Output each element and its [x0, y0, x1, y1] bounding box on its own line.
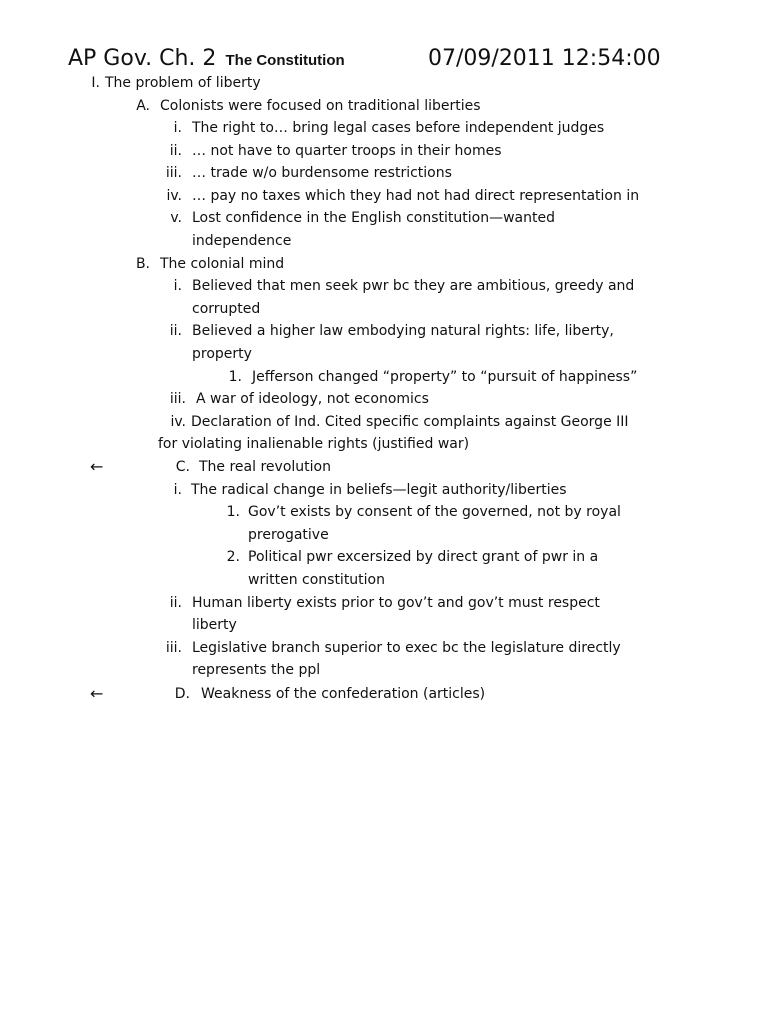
timestamp: 07/09/2011 12:54:00	[428, 46, 661, 71]
outline-text: liberty	[192, 617, 237, 633]
margin-arrow-icon: ←	[90, 457, 104, 476]
outline-text: Lost confidence in the English constitution—wanted	[192, 210, 555, 226]
outline-marker: ii.	[169, 143, 182, 159]
outline-text: Colonists were focused on traditional liberties	[160, 98, 481, 114]
outline-marker: 1.	[226, 504, 240, 520]
outline-text: The right to… bring legal cases before independent judges	[192, 120, 605, 136]
outline-marker: iii.	[169, 391, 186, 407]
outline-text: Weakness of the confederation (articles)	[201, 686, 486, 702]
outline-marker: ii.	[169, 595, 182, 611]
outline-marker: iv.	[166, 188, 182, 204]
outline-text: prerogative	[248, 527, 329, 543]
outline-marker: i.	[173, 120, 182, 136]
outline-text: for violating inalienable rights (justified war)	[158, 436, 470, 452]
outline-text: Believed a higher law embodying natural rights: life, liberty,	[192, 323, 614, 339]
outline-text: Human liberty exists prior to gov’t and gov’t must respect	[192, 595, 600, 611]
outline-text: represents the ppl	[192, 662, 321, 678]
outline-text: Gov’t exists by consent of the governed, not by royal	[248, 504, 621, 520]
outline-text: Political pwr excersized by direct grant of pwr in a	[248, 549, 599, 565]
outline-marker: A.	[136, 98, 150, 114]
outline-marker: i.	[173, 482, 182, 498]
outline-text: … not have to quarter troops in their homes	[192, 143, 502, 159]
outline-marker: iii.	[165, 640, 182, 656]
outline-text: property	[192, 346, 252, 362]
outline-text: corrupted	[192, 301, 261, 317]
outline-text: Legislative branch superior to exec bc the legislature directly	[192, 640, 621, 656]
outline-marker: iii.	[165, 165, 182, 181]
outline-text: The problem of liberty	[105, 75, 261, 91]
outline-marker: D.	[174, 686, 190, 702]
chapter-topic: The Constitution	[225, 52, 345, 69]
outline-marker: I.	[91, 75, 100, 91]
outline-text: A war of ideology, not economics	[196, 391, 429, 407]
outline-text: written constitution	[248, 572, 385, 588]
outline-marker: B.	[135, 256, 150, 272]
outline-marker: ii.	[169, 323, 182, 339]
outline-marker: v.	[170, 210, 182, 226]
margin-arrow-icon: ←	[90, 684, 104, 703]
outline-text: The real revolution	[199, 459, 331, 475]
outline-marker: iv.	[170, 414, 186, 430]
outline-marker: i.	[173, 278, 182, 294]
course-title: AP Gov. Ch. 2	[68, 46, 217, 71]
outline-text: independence	[192, 233, 292, 249]
outline-text: Believed that men seek pwr bc they are ambitious, greedy and	[192, 278, 635, 294]
outline-text: Jefferson changed “property” to “pursuit of happiness”	[252, 369, 638, 385]
outline-text: The colonial mind	[160, 256, 285, 272]
outline-text: … trade w/o burdensome restrictions	[192, 165, 452, 181]
outline-marker: 2.	[226, 549, 240, 565]
outline-text: … pay no taxes which they had not had direct representation in	[192, 188, 640, 204]
outline-marker: C.	[175, 459, 190, 475]
outline-text: Declaration of Ind. Cited specific complaints against George III	[191, 414, 629, 430]
outline-marker: 1.	[228, 369, 242, 385]
outline-text: The radical change in beliefs—legit authority/liberties	[191, 482, 567, 498]
